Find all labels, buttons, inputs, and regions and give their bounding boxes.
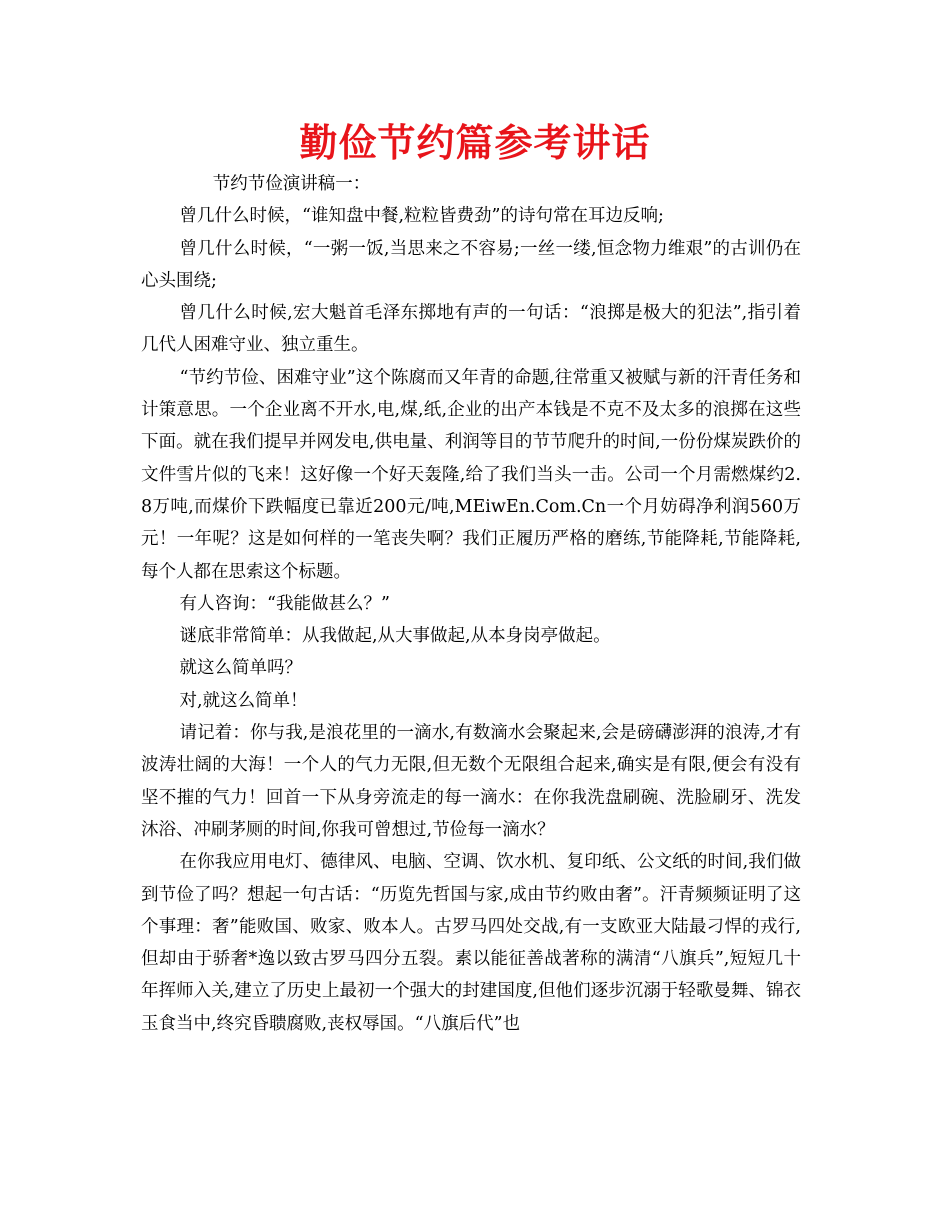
paragraph: 在你我应用电灯、德律风、电脑、空调、饮水机、复印纸、公文纸的时间,我们做到节俭了吗？想起一句古话：“历览先哲国与家,成由节约败由奢”。汗青频频证明了这个事理：奢”能败国、败家、败本人。古罗马四处交战,有一支欧亚大陆最刁悍的戎行,但却由于骄奢*逸以致古罗马四分五裂。素以能征善战著称的满清“八旗兵”,短短几十年挥师入关,建立了历史上最初一个强大的封建国度,但他们逐步沉溺于轻歌曼舞、锦衣玉食当中,终究昏聩腐败,丧权辱国。“八旗后代”也 — [141, 852, 801, 1034]
paragraph: 曾几什么时候，“谁知盘中餐,粒粒皆费劲”的诗句常在耳边反响; — [179, 206, 664, 227]
paragraph: 请记着：你与我,是浪花里的一滴水,有数滴水会聚起来,会是磅礴澎湃的浪涛,才有波涛壮阔的大海！一个人的气力无限,但无数个无限组合起来,确实是有限,便会有没有坚不摧的气力！回首一下从身旁流走的每一滴水：在你我洗盘刷碗、洗脸刷牙、洗发沐浴、冲刷茅厕的时间,你我可曾想过,节俭每一滴水？ — [141, 723, 801, 840]
document-title: 勤俭节约篇参考讲话 — [299, 121, 651, 165]
paragraph: 曾几什么时候,宏大魁首毛泽东掷地有声的一句话：“浪掷是极大的犯法”,指引着几代人困难守业、独立重生。 — [141, 303, 801, 356]
paragraph: 曾几什么时候，“一粥一饭,当思来之不容易;一丝一缕,恒念物力维艰”的古训仍在心头围绕; — [141, 238, 801, 291]
document-body — [141, 168, 801, 1040]
paragraph: “节约节俭、困难守业”这个陈腐而又年青的命题,往常重又被赋与新的汗青任务和计策意思。一个企业离不开水,电,煤,纸,企业的出产本钱是不克不及太多的浪掷在这些下面。就在我们提早并网发电,供电量、利润等目的节节爬升的时间,一份份煤炭跌价的文件雪片似的飞来！这好像一个好天轰隆,给了我们当头一击。公司一个月需燃煤约2.8万吨,而煤价下跌幅度已靠近200元/吨,MEiwEn.Com.Cn一个月妨碍净利润560万元！一年呢？这是如何样的一笔丧失啊？我们正履历严格的磨练,节能降耗,节能降耗,每个人都在思索这个标题。 — [141, 367, 801, 582]
paragraph: 谜底非常简单：从我做起,从大事做起,从本身岗亭做起。 — [179, 626, 611, 647]
paragraph: 节约节俭演讲稿一： — [212, 174, 371, 194]
paragraph: 对,就这么简单！ — [179, 690, 308, 711]
paragraph: 有人咨询：“我能做甚么？” — [179, 593, 390, 614]
paragraph: 就这么简单吗？ — [179, 658, 302, 679]
